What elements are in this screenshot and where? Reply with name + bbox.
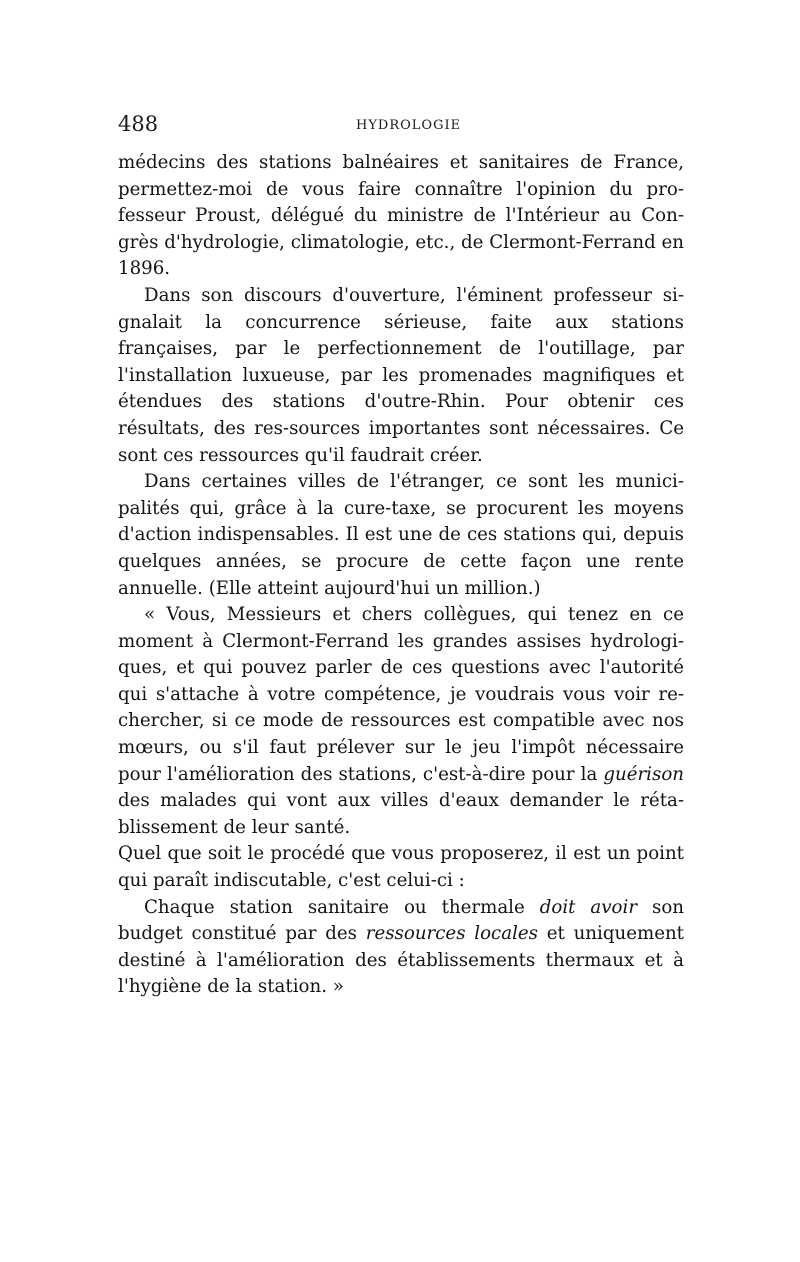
italic-text: doit avoir	[539, 896, 638, 918]
page-header	[118, 112, 683, 142]
paragraph	[118, 150, 684, 283]
italic-text: ressources locales	[365, 923, 538, 945]
paragraph	[118, 602, 684, 841]
paragraph-text: son budget constitué par des	[118, 896, 684, 945]
body-text	[118, 150, 684, 1001]
running-title: HYDROLOGIE	[356, 118, 462, 133]
page-number: 488	[118, 112, 159, 136]
paragraph-text: des malades qui vont aux villes d'eaux demander le réta-blissement de leur santé.	[118, 790, 684, 838]
italic-text: guérison	[603, 763, 684, 785]
paragraph-text: et uniquement destiné à l'amélioration des établissements thermaux et à l'hygiène de la station. »	[118, 923, 684, 998]
paragraph	[118, 283, 684, 469]
paragraph-text: Chaque station sanitaire ou thermale	[144, 896, 540, 918]
paragraph-text: Dans son discours d'ouverture, l'éminent professeur si-gnalait la concurrence sérieuse, faite aux stations françaises, par le perfectionnement de l'outillage, par l'installation luxueuse, par les promenades magnifiques et étendues des stations d'outre-Rhin. Pour obtenir ces résultats, des res-sources importantes sont nécessaires. Ce sont ces ressources qu'il faudrait créer.	[118, 284, 684, 466]
paragraph-text: médecins des stations balnéaires et sanitaires de France, permettez-moi de vous faire connaître l'opinion du pro-fesseur Proust, délégué du ministre de l'Intérieur au Con-grès d'hydrologie, climatologie, etc., de Clermont-Ferrand en 1896.	[118, 152, 684, 280]
paragraph-text: Dans certaines villes de l'étranger, ce sont les munici-palités qui, grâce à la cure-taxe, se procurent les moyens d'action indispensables. Il est une de ces stations qui, depuis quelques années, se procure de cette façon une rente annuelle. (Elle atteint aujourd'hui un million.)	[118, 471, 684, 599]
paragraph	[118, 841, 684, 894]
paragraph	[118, 895, 684, 1001]
paragraph-text: « Vous, Messieurs et chers collègues, qui tenez en ce moment à Clermont-Ferrand les grandes assises hydrologi-ques, et qui pouvez parler de ces questions avec l'autorité qui s'attache à votre compétence, je voudrais vous voir re-chercher, si ce mode de ressources est compatible avec nos mœurs, ou s'il faut prélever sur le jeu l'impôt nécessaire pour l'amélioration des stations, c'est-à-dire pour la	[118, 604, 684, 785]
paragraph	[118, 469, 684, 602]
paragraph-text: Quel que soit le procédé que vous proposerez, il est un point qui paraît indiscutable, c'est celui-ci :	[118, 843, 684, 892]
